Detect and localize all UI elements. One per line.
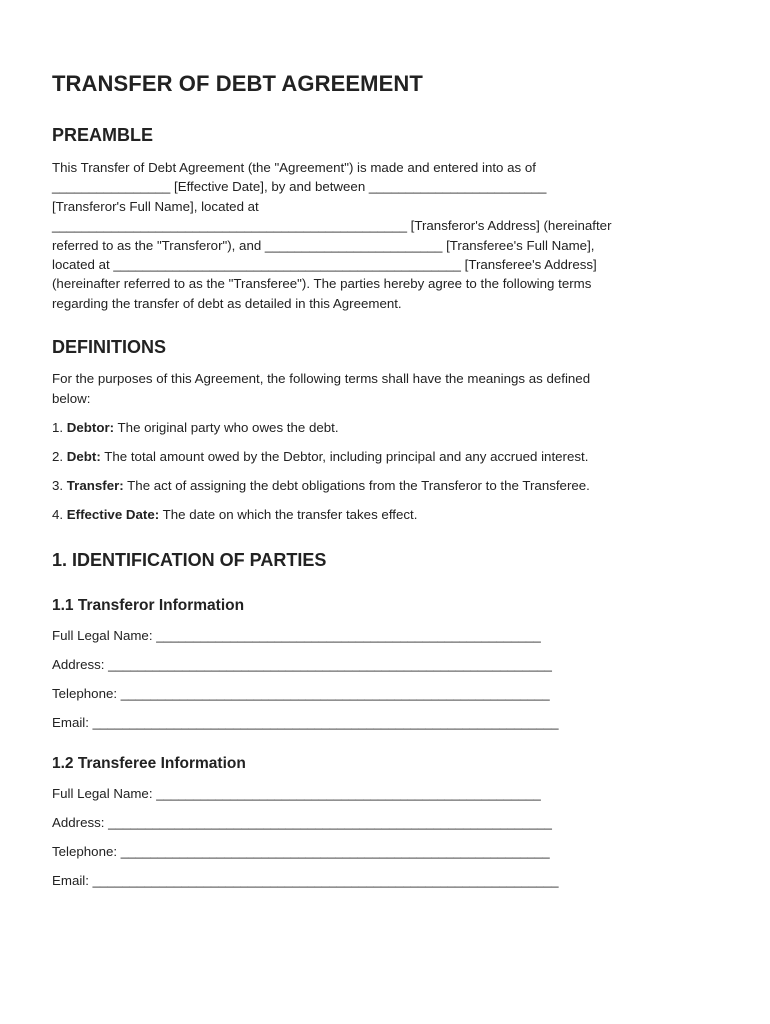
preamble-line: regarding the transfer of debt as detailed in this Agreement. [52, 295, 402, 311]
transferor-address-field: Address: ____________________________________________________________ [52, 657, 552, 673]
transferor-full-name-field: Full Legal Name: ____________________________________________________ [52, 628, 541, 644]
definition-text: The total amount owed by the Debtor, including principal and any accrued interest. [104, 449, 589, 465]
definition-term: Effective Date: [66, 507, 160, 523]
definition-number: 1. [52, 420, 64, 436]
transferee-full-name-field: Full Legal Name: ____________________________________________________ [52, 786, 541, 802]
preamble-line: This Transfer of Debt Agreement (the "Agreement") is made and entered into as of [52, 160, 536, 175]
preamble-line: (hereinafter referred to as the "Transferee"). The parties hereby agree to the following terms [52, 276, 592, 292]
transferee-telephone-field: Telephone: __________________________________________________________ [52, 844, 550, 860]
definitions-intro-line: For the purposes of this Agreement, the following terms shall have the meanings as defined [52, 371, 591, 387]
transferee-email-field: Email: _______________________________________________________________ [52, 873, 559, 889]
definitions-intro [52, 369, 720, 408]
preamble-line: ________________________________________________ [Transferor's Address] (hereinafter [52, 218, 612, 234]
transferor-info-heading: 1.1 Transferor Information [52, 597, 245, 615]
transferee-fields [52, 784, 720, 890]
preamble-heading: PREAMBLE [52, 125, 154, 145]
definition-text: The original party who owes the debt. [117, 420, 339, 436]
definition-text: The act of assigning the debt obligations from the Transferor to the Transferee. [127, 478, 590, 494]
definition-number: 2. [52, 449, 64, 465]
transferee-address-field: Address: ____________________________________________________________ [52, 815, 552, 831]
preamble-body [52, 158, 720, 313]
definitions-heading: DEFINITIONS [52, 337, 167, 358]
definitions-intro-line: below: [52, 390, 91, 406]
definition-text: The date on which the transfer takes effect. [162, 507, 418, 523]
definition-item-effective-date [52, 505, 720, 524]
definition-item-debt [52, 447, 720, 466]
definition-term: Debtor: [66, 420, 115, 436]
section-1-heading: 1. IDENTIFICATION OF PARTIES [52, 550, 327, 571]
transferee-info-heading: 1.2 Transferee Information [52, 755, 246, 773]
definition-item-debtor [52, 418, 720, 437]
transferor-email-field: Email: _______________________________________________________________ [52, 715, 559, 731]
transferor-telephone-field: Telephone: __________________________________________________________ [52, 686, 550, 702]
document-title: TRANSFER OF DEBT AGREEMENT [52, 71, 423, 96]
definition-term: Transfer: [66, 478, 124, 494]
preamble-line: [Transferor's Full Name], located at [52, 198, 259, 214]
preamble-line: ________________ [Effective Date], by and between ________________________ [52, 179, 547, 195]
transferor-fields [52, 626, 720, 732]
definition-number: 3. [52, 478, 64, 494]
definition-number: 4. [52, 507, 64, 523]
definition-term: Debt: [66, 449, 101, 465]
preamble-line: referred to as the "Transferor"), and ________________________ [Transferee's Full Name], [52, 237, 595, 253]
document-page [52, 70, 720, 890]
definition-item-transfer [52, 476, 720, 495]
preamble-line: located at _______________________________________________ [Transferee's Address] [52, 257, 597, 273]
